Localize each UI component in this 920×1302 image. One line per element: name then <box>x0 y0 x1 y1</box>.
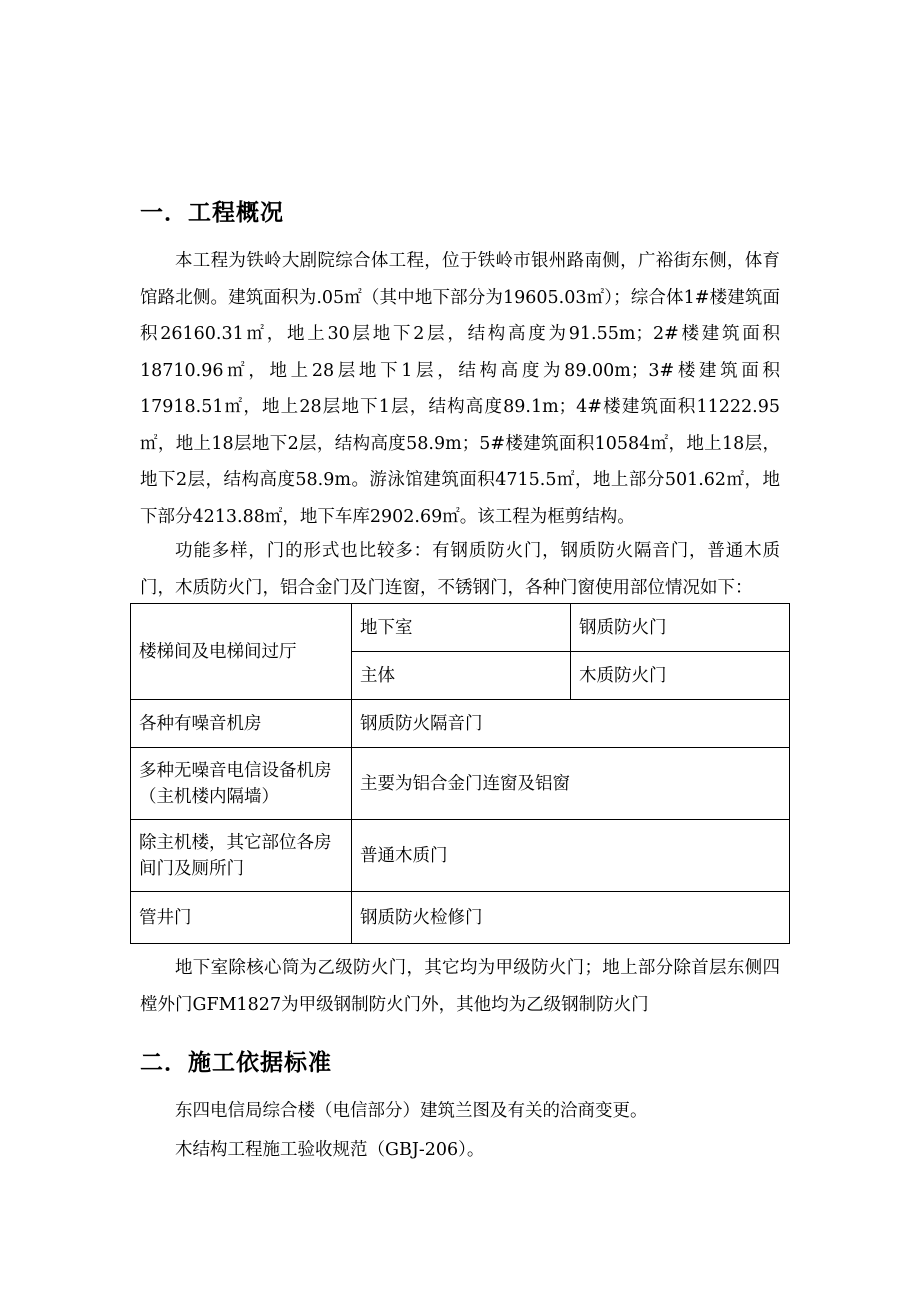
fire-door-grade-paragraph: 地下室除核心筒为乙级防火门，其它均为甲级防火门；地上部分除首层东侧四樘外门GFM1827为甲级钢制防火门外，其他均为乙级钢制防火门 <box>140 958 780 1015</box>
project-overview-paragraph: 本工程为铁岭大剧院综合体工程，位于铁岭市银州路南侧，广裕街东侧，体育馆路北侧。建筑面积为.05㎡（其中地下部分为19605.03㎡）；综合体1#楼建筑面积26160.31㎡，地上30层地下2层，结构高度为91.55m；2#楼建筑面积18710.96㎡，地上28层地下1层，结构高度为89.00m；3#楼建筑面积17918.51㎡，地上28层地下1层，结构高度89.1m；4#楼建筑面积11222.95㎡，地上18层地下2层，结构高度58.9m；5#楼建筑面积10584㎡，地上18层，地下2层，结构高度58.9m。游泳馆建筑面积4715.5㎡，地上部分501.62㎡，地下部分4213.88㎡，地下车库2902.69㎡。该工程为框剪结构。 <box>140 251 780 527</box>
table-cell-door: 普通木质门 <box>352 820 790 892</box>
table-row <box>131 604 790 652</box>
door-types-paragraph: 功能多样，门的形式也比较多：有钢质防火门，钢质防火隔音门，普通木质门，木质防火门，铝合金门及门连窗，不锈钢门，各种门窗使用部位情况如下： <box>140 541 780 598</box>
table-cell-door: 木质防火门 <box>571 652 790 700</box>
door-usage-table <box>130 603 790 944</box>
table-cell-location: 除主机楼，其它部位各房间门及厕所门 <box>131 820 352 892</box>
table-cell-location: 各种有噪音机房 <box>131 700 352 748</box>
table-cell-door: 主要为铝合金门连窗及铝窗 <box>352 748 790 820</box>
table-cell-area: 地下室 <box>352 604 571 652</box>
table-row <box>131 748 790 820</box>
standard-item: 东四电信局综合楼（电信部分）建筑兰图及有关的洽商变更。 <box>175 1101 648 1121</box>
table-cell-door: 钢质防火检修门 <box>352 892 790 944</box>
table-cell-door: 钢质防火门 <box>571 604 790 652</box>
table-cell-location: 管井门 <box>131 892 352 944</box>
table-row <box>131 700 790 748</box>
section1-heading: 一．工程概况 <box>140 200 284 226</box>
standard-item: 木结构工程施工验收规范（GBJ-206）。 <box>175 1140 485 1160</box>
table-row <box>131 892 790 944</box>
table-cell-location: 多种无噪音电信设备机房（主机楼内隔墙） <box>131 748 352 820</box>
section2-heading: 二．施工依据标准 <box>140 1050 332 1076</box>
table-row <box>131 820 790 892</box>
table-cell-area: 主体 <box>352 652 571 700</box>
table-cell-location: 楼梯间及电梯间过厅 <box>131 604 352 700</box>
table-cell-door: 钢质防火隔音门 <box>352 700 790 748</box>
